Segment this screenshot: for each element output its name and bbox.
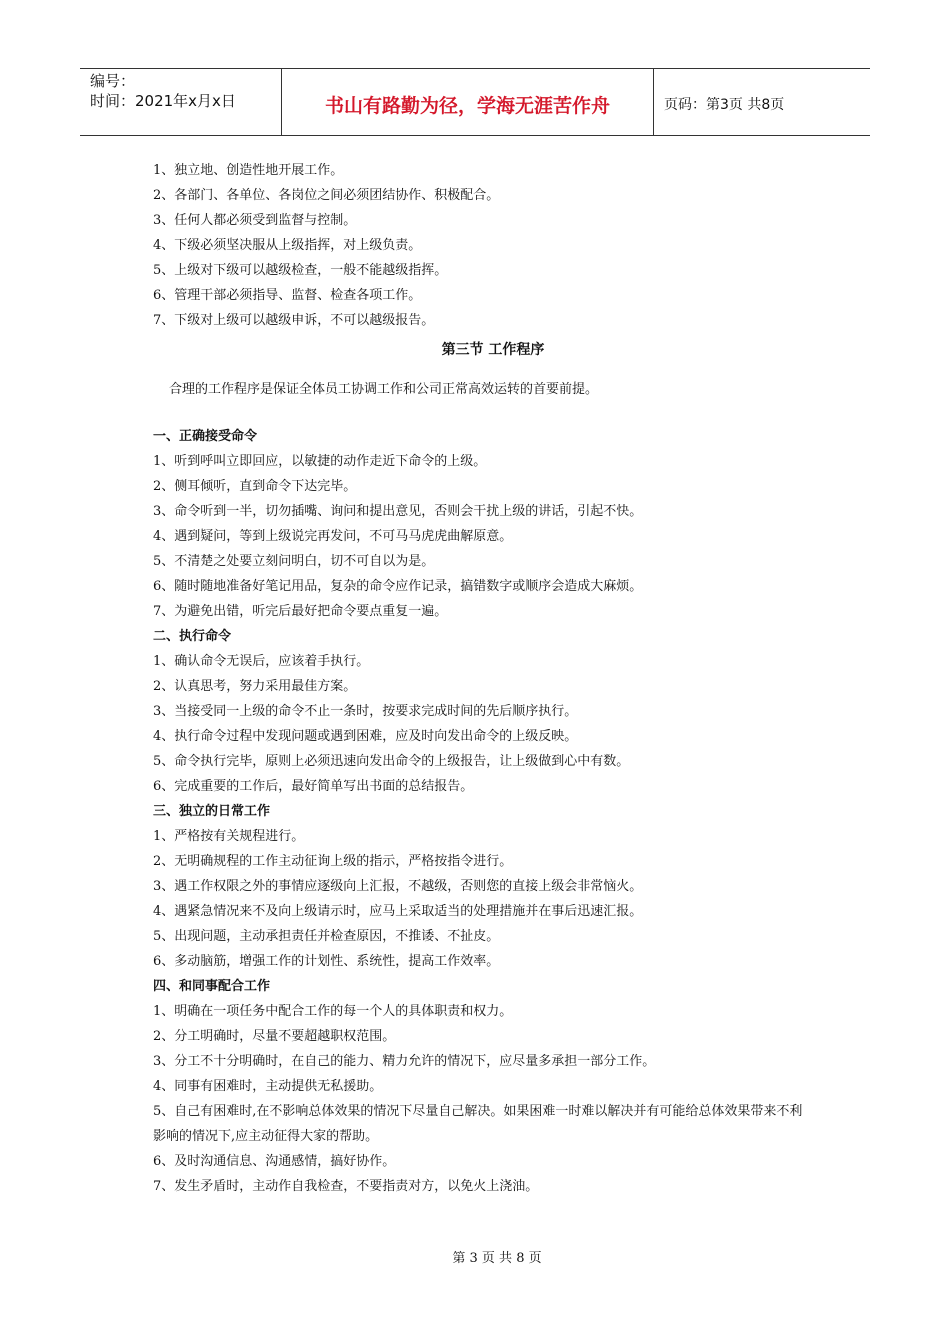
header-page-info: 页码：第3页 共8页: [664, 97, 785, 113]
list-item: 5、命令执行完毕，原则上必须迅速向发出命令的上级报告，让上级做到心中有数。: [153, 754, 630, 769]
list-item: 2、分工明确时，尽量不要超越职权范围。: [153, 1029, 396, 1044]
list-item: 3、遇工作权限之外的事情应逐级向上汇报，不越级，否则您的直接上级会非常恼火。: [153, 879, 643, 894]
list-item: 6、完成重要的工作后，最好简单写出书面的总结报告。: [153, 779, 474, 794]
list-item: 2、侧耳倾听，直到命令下达完毕。: [153, 479, 357, 494]
list-item: 7、发生矛盾时，主动作自我检查，不要指责对方，以免火上浇油。: [153, 1179, 539, 1194]
page-header: [80, 68, 870, 136]
top-list: [153, 158, 813, 333]
section-title: 第三节 工作程序: [441, 342, 545, 358]
list-item: 6、及时沟通信息、沟通感情，搞好协作。: [153, 1154, 396, 1169]
subsection-heading: 一、正确接受命令: [153, 429, 258, 444]
document-number-label: 编号：: [90, 72, 136, 90]
list-item: 5、出现问题，主动承担责任并检查原因，不推诿、不扯皮。: [153, 929, 500, 944]
list-item: 6、多动脑筋，增强工作的计划性、系统性，提高工作效率。: [153, 954, 500, 969]
list-item: 1、独立地、创造性地开展工作。: [153, 163, 344, 178]
page-footer: 第 3 页 共 8 页: [452, 1251, 542, 1266]
list-item: 3、当接受同一上级的命令不止一条时，按要求完成时间的先后顺序执行。: [153, 704, 578, 719]
list-item: 3、分工不十分明确时，在自己的能力、精力允许的情况下，应尽量多承担一部分工作。: [153, 1054, 656, 1069]
list-item: 4、下级必须坚决服从上级指挥，对上级负责。: [153, 238, 422, 253]
list-item: 2、各部门、各单位、各岗位之间必须团结协作、积极配合。: [153, 188, 500, 203]
header-motto: 书山有路勤为径，学海无涯苦作舟: [282, 69, 654, 135]
list-item: 2、认真思考，努力采用最佳方案。: [153, 679, 357, 694]
list-item: 5、不清楚之处要立刻问明白，切不可自以为是。: [153, 554, 435, 569]
subsection-heading: 二、执行命令: [153, 629, 232, 644]
list-item: 2、无明确规程的工作主动征询上级的指示，严格按指令进行。: [153, 854, 513, 869]
list-item: 3、任何人都必须受到监督与控制。: [153, 213, 357, 228]
list-item: 5、自己有困难时,在不影响总体效果的情况下尽量自己解决。如果困难一时难以解决并有可能给总体效果带来不利影响的情况下,应主动征得大家的帮助。: [153, 1104, 803, 1144]
list-item: 1、明确在一项任务中配合工作的每一个人的具体职责和权力。: [153, 1004, 513, 1019]
list-item: 6、管理干部必须指导、监督、检查各项工作。: [153, 288, 422, 303]
list-item: 7、下级对上级可以越级申诉，不可以越级报告。: [153, 313, 435, 328]
list-item: 4、同事有困难时，主动提供无私援助。: [153, 1079, 383, 1094]
header-meta: [80, 69, 282, 135]
list-item: 6、随时随地准备好笔记用品，复杂的命令应作记录，搞错数字或顺序会造成大麻烦。: [153, 579, 643, 594]
list-item: 4、执行命令过程中发现问题或遇到困难，应及时向发出命令的上级反映。: [153, 729, 578, 744]
list-item: 4、遇紧急情况来不及向上级请示时，应马上采取适当的处理措施并在事后迅速汇报。: [153, 904, 643, 919]
document-body: [153, 158, 813, 1199]
list-item: 1、听到呼叫立即回应，以敏捷的动作走近下命令的上级。: [153, 454, 487, 469]
list-item: 3、命令听到一半，切勿插嘴、询问和提出意见，否则会干扰上级的讲话，引起不快。: [153, 504, 643, 519]
list-item: 4、遇到疑问，等到上级说完再发问，不可马马虎虎曲解原意。: [153, 529, 513, 544]
subsection-heading: 三、独立的日常工作: [153, 804, 271, 819]
list-item: 7、为避免出错，听完后最好把命令要点重复一遍。: [153, 604, 448, 619]
list-item: 1、确认命令无误后，应该着手执行。: [153, 654, 370, 669]
subsection-heading: 四、和同事配合工作: [153, 979, 271, 994]
list-item: 1、严格按有关规程进行。: [153, 829, 305, 844]
document-date: 时间：2021年x月x日: [90, 92, 236, 110]
section-intro: 合理的工作程序是保证全体员工协调工作和公司正常高效运转的首要前提。: [169, 382, 599, 397]
list-item: 5、上级对下级可以越级检查，一般不能越级指挥。: [153, 263, 448, 278]
